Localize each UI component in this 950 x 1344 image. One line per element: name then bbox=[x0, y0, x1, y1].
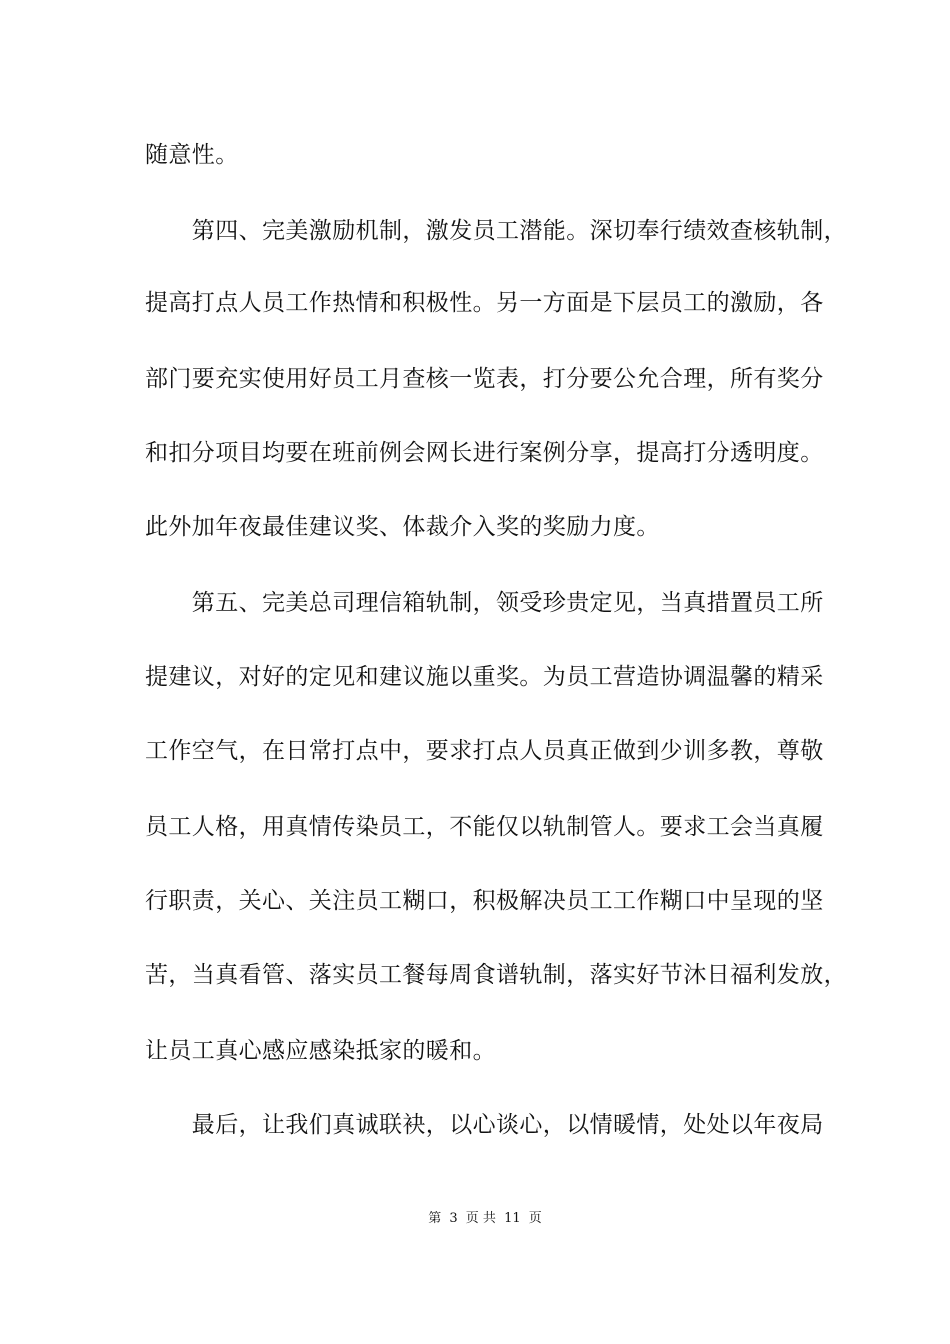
text-line: 工作空气，在日常打点中，要求打点人员真正做到少训多教，尊敬 bbox=[145, 738, 824, 764]
footer-middle: 页 共 bbox=[465, 1211, 496, 1226]
text-line: 员工人格，用真情传染员工，不能仅以轨制管人。要求工会当真履 bbox=[145, 814, 824, 840]
text-line: 提高打点人员工作热情和积极性。另一方面是下层员工的激励，各 bbox=[145, 290, 824, 316]
text-line: 最后，让我们真诚联袂，以心谈心，以情暖情，处处以年夜局 bbox=[145, 1112, 824, 1138]
page-footer bbox=[0, 1210, 950, 1228]
page-number bbox=[426, 1210, 544, 1228]
text-line: 苦，当真看管、落实员工餐每周食谱轨制，落实好节沐日福利发放， bbox=[145, 962, 847, 988]
text-line: 第四、完美激励机制，激发员工潜能。深切奉行绩效查核轨制， bbox=[145, 218, 847, 244]
text-line: 随意性。 bbox=[145, 142, 239, 168]
text-line: 提建议，对好的定见和建议施以重奖。为员工营造协调温馨的精采 bbox=[145, 664, 824, 690]
text-line: 行职责，关心、关注员工糊口，积极解决员工工作糊口中呈现的坚 bbox=[145, 888, 824, 914]
footer-prefix: 第 bbox=[428, 1211, 442, 1226]
text-line: 和扣分项目均要在班前例会网长进行案例分享，提高打分透明度。 bbox=[145, 440, 824, 466]
footer-suffix: 页 bbox=[528, 1211, 542, 1226]
text-line: 此外加年夜最佳建议奖、体裁介入奖的奖励力度。 bbox=[145, 514, 660, 540]
footer-total-pages: 11 bbox=[504, 1211, 521, 1226]
footer-current-page: 3 bbox=[449, 1211, 458, 1226]
text-line: 让员工真心感应感染抵家的暖和。 bbox=[145, 1038, 496, 1064]
text-line: 第五、完美总司理信箱轨制，领受珍贵定见，当真措置员工所 bbox=[145, 590, 824, 616]
text-line: 部门要充实使用好员工月查核一览表，打分要公允合理，所有奖分 bbox=[145, 366, 824, 392]
